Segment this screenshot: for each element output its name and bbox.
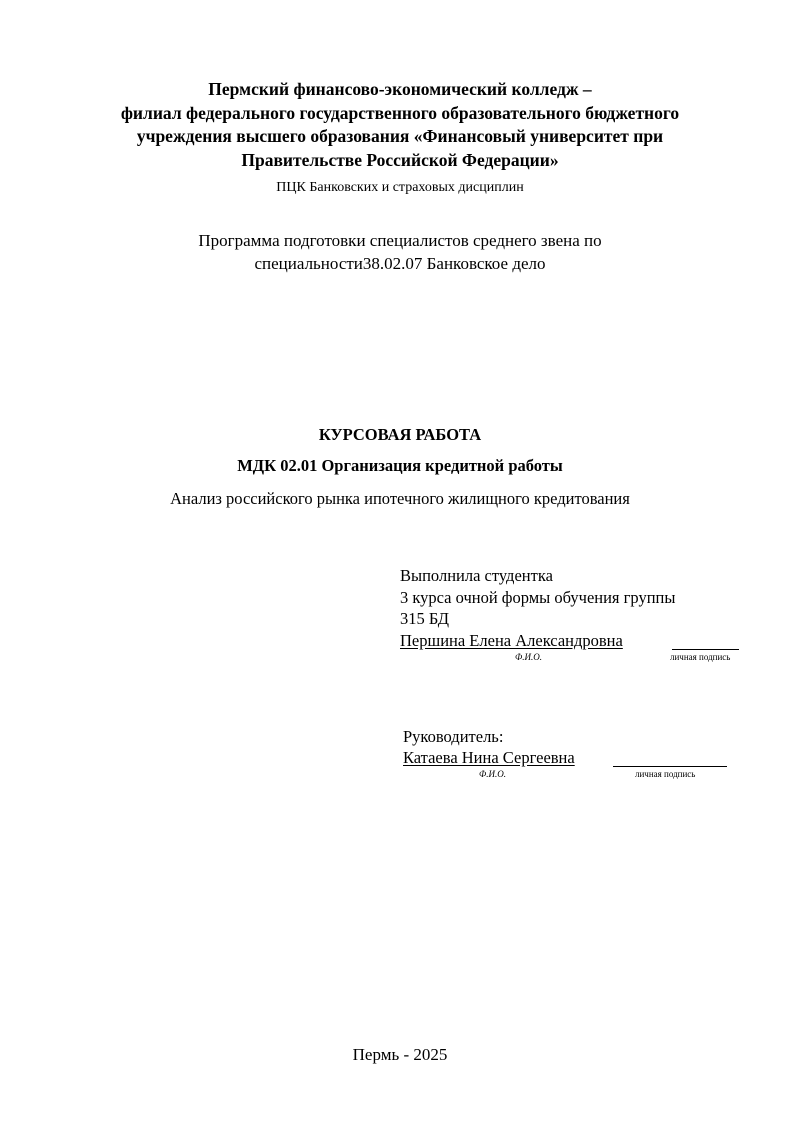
department: ПЦК Банковских и страховых дисциплин <box>276 180 524 195</box>
institution-header <box>0 78 800 172</box>
supervisor-fio-caption: Ф.И.О. <box>479 769 506 779</box>
institution-line-1: Пермский финансово-экономический колледж – <box>208 79 592 99</box>
topic-title: Анализ российского рынка ипотечного жилищного кредитования <box>170 489 630 508</box>
student-signature-line <box>672 633 739 650</box>
program-line-2: специальности38.02.07 Банковское дело <box>254 254 546 273</box>
city-year: Пермь - 2025 <box>352 1045 448 1064</box>
student-line-1: Выполнила студентка <box>400 566 553 585</box>
student-name: Першина Елена Александровна <box>400 631 623 650</box>
institution-line-4: Правительстве Российской Федерации» <box>241 149 559 170</box>
supervisor-name: Катаева Нина Сергеевна <box>403 748 575 767</box>
program-line-1: Программа подготовки специалистов среднего звена по <box>198 231 602 250</box>
program <box>0 229 800 275</box>
student-fio-caption: Ф.И.О. <box>515 652 542 662</box>
student-line-2: 3 курса очной формы обучения группы <box>400 588 676 607</box>
institution-line-2: филиал федерального государственного образовательного бюджетного <box>120 102 680 123</box>
work-type: КУРСОВАЯ РАБОТА <box>318 425 482 444</box>
institution-line-3: учреждения высшего образования «Финансовый университет при <box>136 126 664 146</box>
student-group: 315 БД <box>400 609 449 628</box>
module-title: МДК 02.01 Организация кредитной работы <box>237 456 563 475</box>
supervisor-signature-caption: личная подпись <box>635 769 696 779</box>
supervisor-label: Руководитель: <box>403 727 504 746</box>
supervisor-signature-line <box>613 750 727 767</box>
student-signature-caption: личная подпись <box>670 652 731 662</box>
